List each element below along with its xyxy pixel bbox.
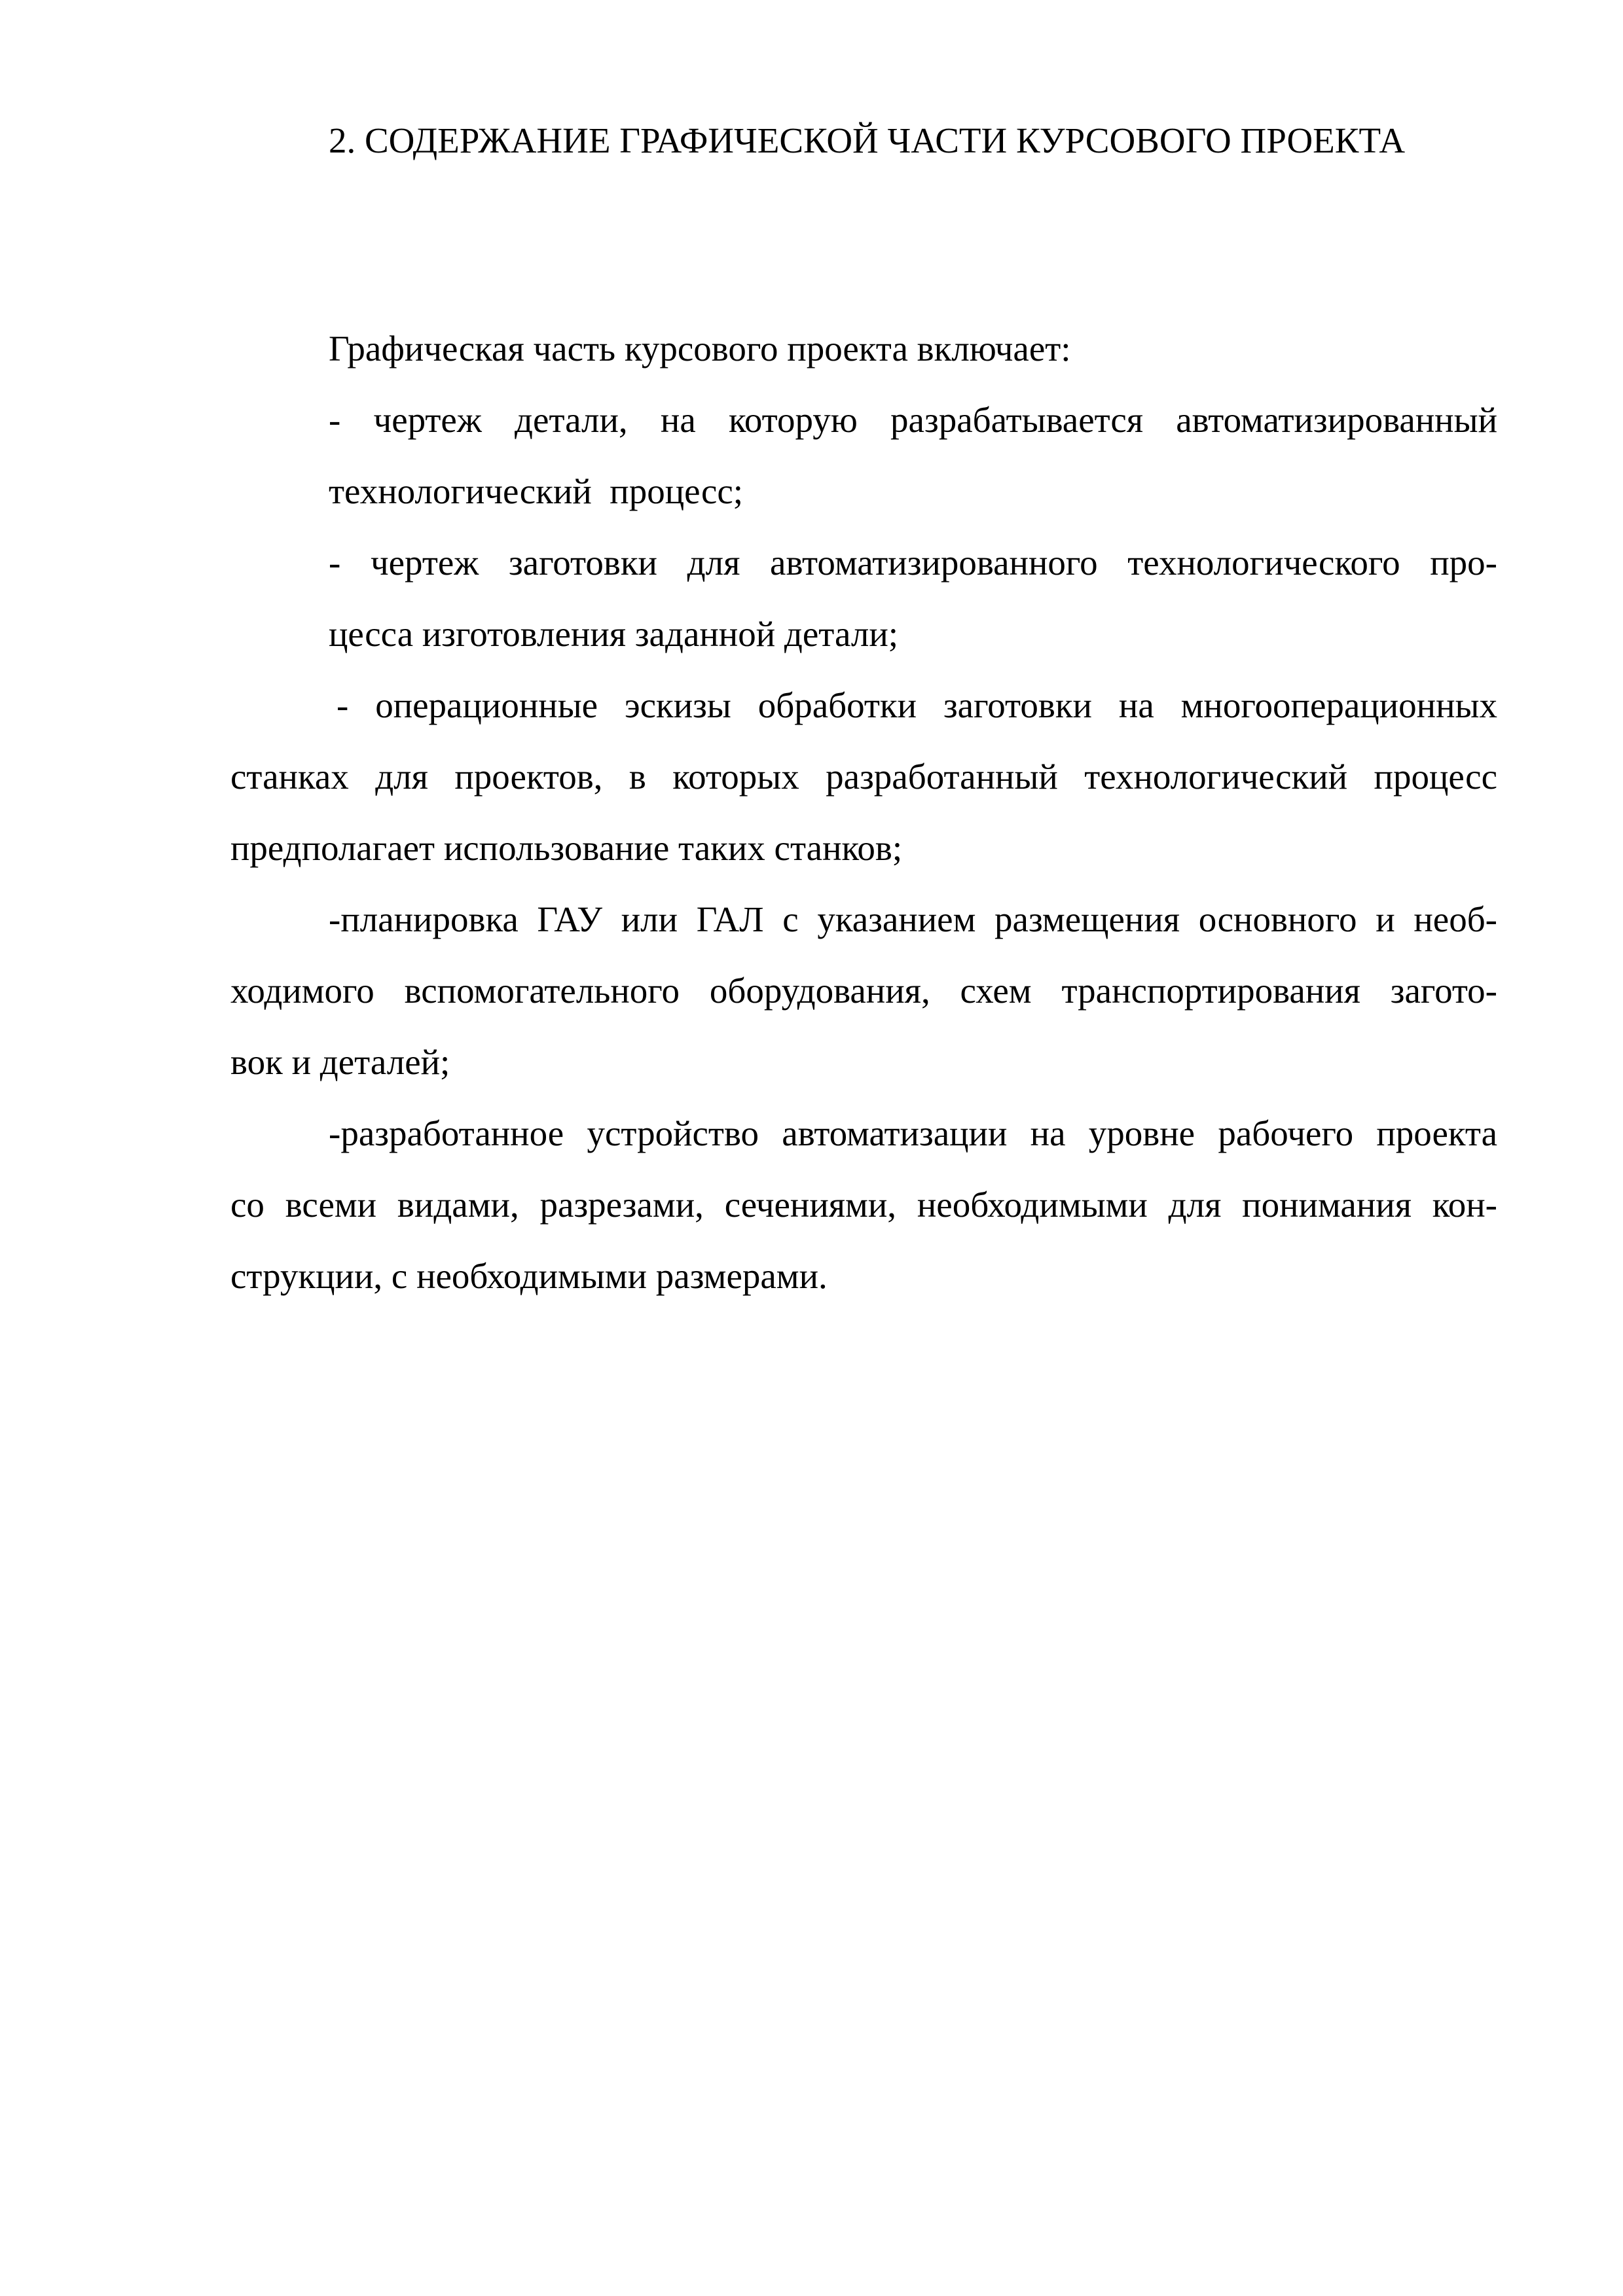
paragraph-line: предполагает использование таких станков; (230, 828, 903, 868)
paragraph-line: -разработанное устройство автоматизации на уровне рабочего проекта (329, 1113, 1497, 1153)
list-item-blank-drawing (230, 527, 1497, 670)
paragraph-line: Графическая часть курсового проекта включает: (329, 329, 1071, 368)
intro-paragraph (230, 313, 1497, 384)
document-body (230, 313, 1497, 1312)
paragraph-line: - чертеж заготовки для автоматизированного технологического про- (329, 543, 1497, 583)
paragraph-line: - чертеж детали, на которую разрабатывается автоматизированный (329, 400, 1497, 440)
paragraph-line: со всеми видами, разрезами, сечениями, необходимыми для понимания кон- (230, 1185, 1497, 1225)
paragraph-line: - операционные эскизы обработки заготовки на многооперационных (337, 685, 1497, 725)
paragraph-line: вок и деталей; (230, 1042, 450, 1082)
list-item-operation-sketches (230, 670, 1497, 884)
paragraph-line: станках для проектов, в которых разработанный технологический процесс (230, 757, 1497, 797)
list-item-part-drawing (230, 384, 1497, 527)
paragraph-line: цесса изготовления заданной детали; (329, 614, 899, 654)
list-item-layout-plan (230, 884, 1497, 1098)
paragraph-line: технологический процесс; (329, 471, 744, 511)
paragraph-line: -планировка ГАУ или ГАЛ с указанием размещения основного и необ- (329, 899, 1497, 939)
list-item-automation-device (230, 1098, 1497, 1312)
paragraph-line: ходимого вспомогательного оборудования, схем транспортирования загото- (230, 971, 1497, 1011)
section-heading: 2. СОДЕРЖАНИЕ ГРАФИЧЕСКОЙ ЧАСТИ КУРСОВОГО ПРОЕКТА (329, 120, 1406, 160)
paragraph-line: струкции, с необходимыми размерами. (230, 1256, 828, 1296)
